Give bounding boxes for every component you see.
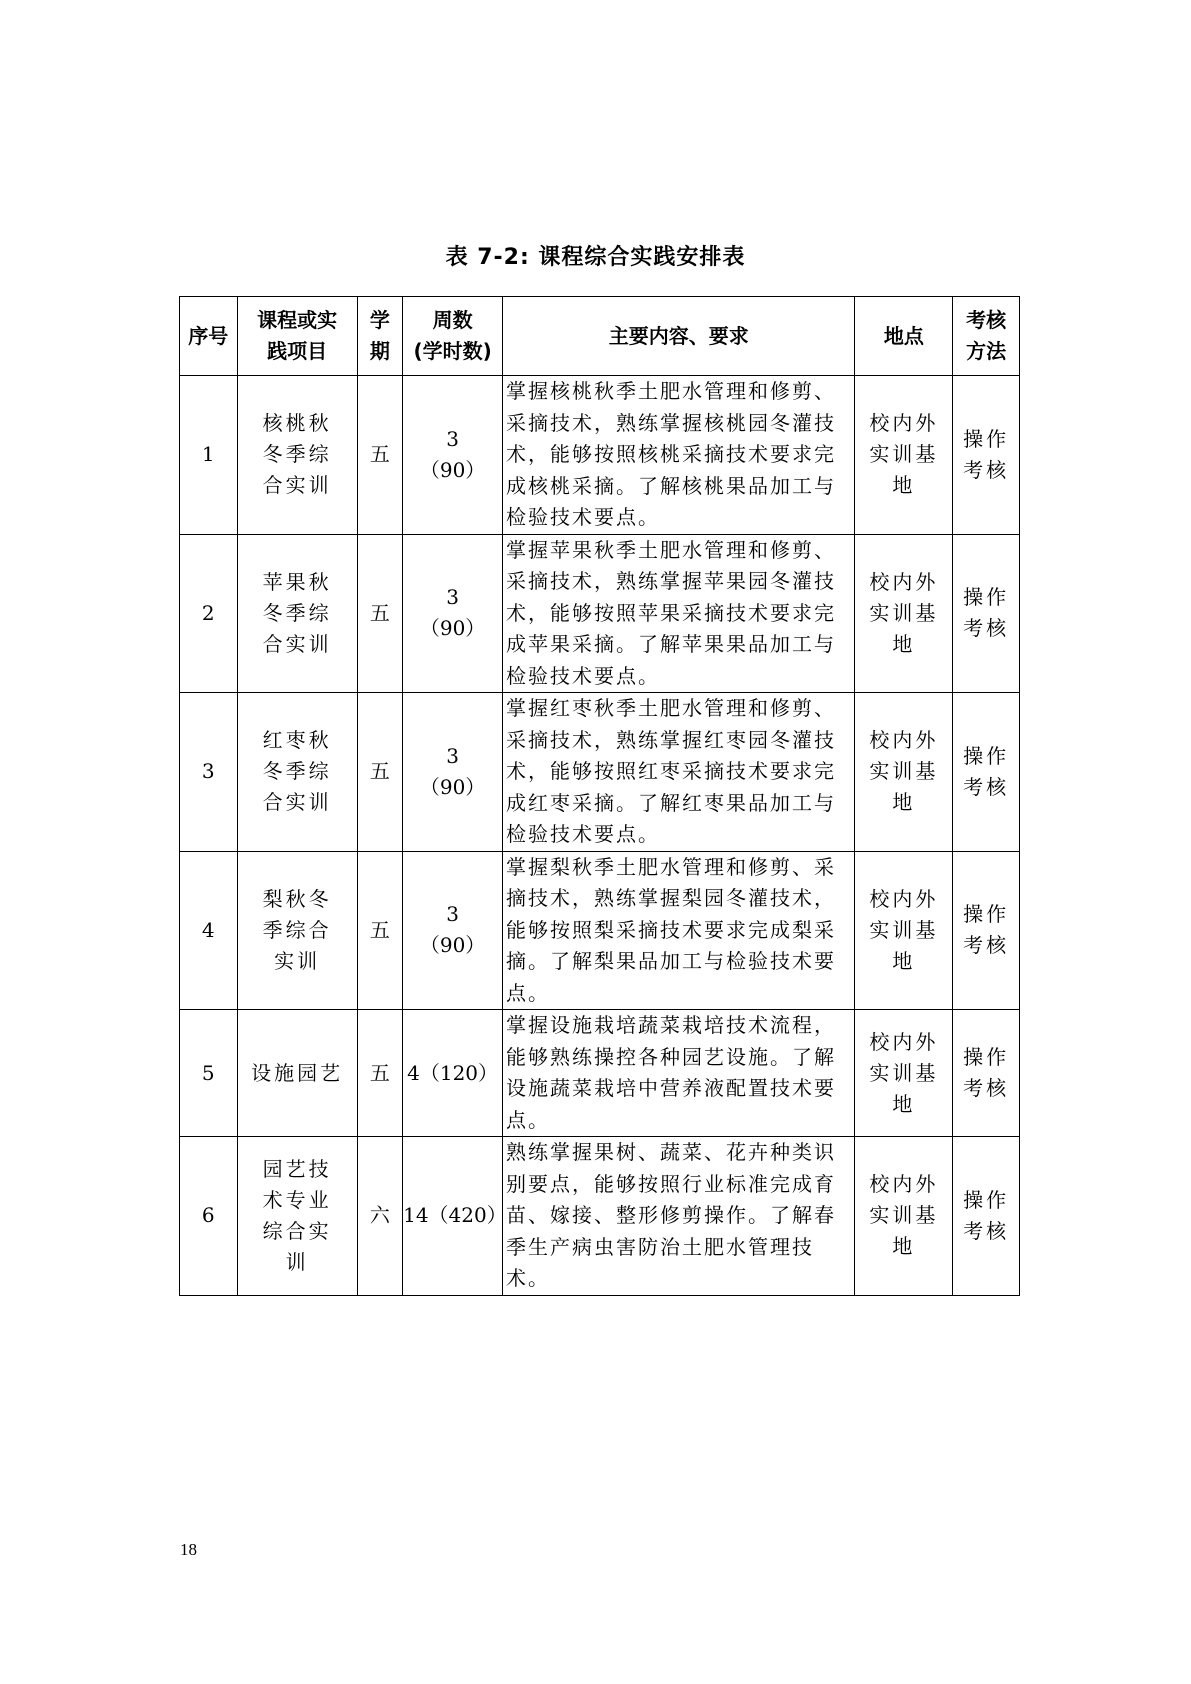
cell-course — [237, 534, 357, 693]
cell-location — [855, 693, 953, 852]
header-course — [237, 297, 357, 376]
cell-no: 5 — [180, 1010, 238, 1137]
table-row — [180, 376, 1020, 535]
cell-term: 五 — [357, 376, 402, 535]
cell-location-text: 校内外实训基地 — [869, 569, 939, 656]
cell-no: 4 — [180, 851, 238, 1010]
cell-method-text: 操作考核 — [963, 743, 1010, 799]
cell-location-text: 校内外实训基地 — [869, 1029, 939, 1116]
cell-weeks — [403, 376, 503, 535]
cell-location — [855, 1137, 953, 1296]
cell-weeks-line1: 3 — [446, 585, 459, 610]
cell-method-text: 操作考核 — [963, 902, 1010, 958]
header-content: 主要内容、要求 — [503, 297, 855, 376]
cell-weeks — [403, 1137, 507, 1296]
header-course-line2: 践项目 — [267, 339, 328, 363]
cell-term: 五 — [357, 1010, 402, 1137]
cell-weeks — [403, 693, 503, 852]
cell-course-text: 设施园艺 — [251, 1060, 344, 1085]
cell-course-text: 核桃秋冬季综合实训 — [262, 411, 332, 498]
cell-weeks — [403, 851, 503, 1010]
cell-location — [855, 1010, 953, 1137]
cell-term: 五 — [357, 534, 402, 693]
cell-location-text: 校内外实训基地 — [869, 411, 939, 498]
cell-content: 掌握设施栽培蔬菜栽培技术流程，能够熟练操控各种园艺设施。了解设施蔬菜栽培中营养液配置技术要点。 — [503, 1010, 855, 1137]
cell-location — [855, 376, 953, 535]
cell-course-text: 苹果秋冬季综合实训 — [262, 569, 332, 656]
cell-method-text: 操作考核 — [963, 1187, 1010, 1243]
table-row — [180, 851, 1020, 1010]
cell-term: 六 — [357, 1137, 402, 1296]
header-no: 序号 — [180, 297, 238, 376]
table-row — [180, 693, 1020, 852]
header-row — [180, 297, 1020, 376]
cell-course — [237, 1137, 357, 1296]
cell-content: 掌握红枣秋季土肥水管理和修剪、采摘技术，熟练掌握红枣园冬灌技术，能够按照红枣采摘技术要求完成红枣采摘。了解红枣果品加工与检验技术要点。 — [503, 693, 855, 852]
cell-weeks-line1: 14（420） — [403, 1203, 507, 1228]
cell-no: 3 — [180, 693, 238, 852]
header-method-line1: 考核 — [966, 308, 1007, 332]
header-method — [953, 297, 1020, 376]
cell-no: 2 — [180, 534, 238, 693]
cell-course — [237, 693, 357, 852]
cell-weeks — [403, 534, 503, 693]
cell-weeks-line1: 3 — [446, 902, 459, 927]
header-method-line2: 方法 — [966, 339, 1007, 363]
cell-method-text: 操作考核 — [963, 1045, 1010, 1100]
cell-course — [237, 376, 357, 535]
cell-course — [237, 1010, 357, 1137]
cell-content: 熟练掌握果树、蔬菜、花卉种类识别要点，能够按照行业标准完成育苗、嫁接、整形修剪操作。了解春季生产病虫害防治土肥水管理技术。 — [503, 1137, 855, 1296]
cell-method — [953, 534, 1020, 693]
practice-schedule-table — [179, 296, 1020, 1296]
cell-method — [953, 693, 1020, 852]
header-weeks-line2: (学时数) — [413, 339, 492, 363]
cell-weeks-line2: （90） — [419, 933, 486, 958]
cell-course-text: 园艺技术专业综合实训 — [262, 1156, 332, 1274]
cell-method — [953, 851, 1020, 1010]
header-weeks-line1: 周数 — [432, 308, 473, 332]
cell-weeks-line2: （90） — [419, 616, 486, 641]
cell-weeks-line1: 4（120） — [407, 1060, 499, 1085]
cell-content: 掌握苹果秋季土肥水管理和修剪、采摘技术，熟练掌握苹果园冬灌技术，能够按照苹果采摘技术要求完成苹果采摘。了解苹果果品加工与检验技术要点。 — [503, 534, 855, 693]
cell-method — [953, 1137, 1020, 1296]
header-course-line1: 课程或实 — [257, 308, 338, 332]
cell-method-text: 操作考核 — [963, 426, 1010, 482]
cell-weeks-line1: 3 — [446, 426, 459, 451]
cell-location — [855, 534, 953, 693]
cell-method-text: 操作考核 — [963, 585, 1010, 641]
cell-location-text: 校内外实训基地 — [869, 886, 939, 973]
cell-no: 6 — [180, 1137, 238, 1296]
header-term-line2: 期 — [369, 339, 390, 363]
cell-location-text: 校内外实训基地 — [869, 728, 939, 815]
cell-term: 五 — [357, 851, 402, 1010]
page-number: 18 — [180, 1540, 197, 1559]
cell-method — [953, 376, 1020, 535]
header-term-line1: 学 — [369, 308, 390, 332]
cell-course-text: 梨秋冬季综合实训 — [262, 886, 332, 973]
cell-method — [953, 1010, 1020, 1137]
cell-content: 掌握梨秋季土肥水管理和修剪、采摘技术，熟练掌握梨园冬灌技术，能够按照梨采摘技术要求完成梨采摘。了解梨果品加工与检验技术要点。 — [503, 851, 855, 1010]
header-weeks — [403, 297, 503, 376]
header-term — [357, 297, 402, 376]
cell-location-text: 校内外实训基地 — [869, 1172, 939, 1259]
cell-weeks — [403, 1010, 503, 1137]
cell-content: 掌握核桃秋季土肥水管理和修剪、采摘技术，熟练掌握核桃园冬灌技术，能够按照核桃采摘技术要求完成核桃采摘。了解核桃果品加工与检验技术要点。 — [503, 376, 855, 535]
cell-term: 五 — [357, 693, 402, 852]
cell-course — [237, 851, 357, 1010]
cell-weeks-line1: 3 — [446, 743, 459, 768]
table-row — [180, 534, 1020, 693]
header-location: 地点 — [855, 297, 953, 376]
cell-no: 1 — [180, 376, 238, 535]
table-row — [180, 1010, 1020, 1137]
cell-location — [855, 851, 953, 1010]
cell-course-text: 红枣秋冬季综合实训 — [262, 728, 332, 815]
cell-weeks-line2: （90） — [419, 457, 486, 482]
cell-weeks-line2: （90） — [419, 774, 486, 799]
table-row — [180, 1137, 1020, 1296]
table-title: 表 7-2: 课程综合实践安排表 — [445, 245, 746, 270]
